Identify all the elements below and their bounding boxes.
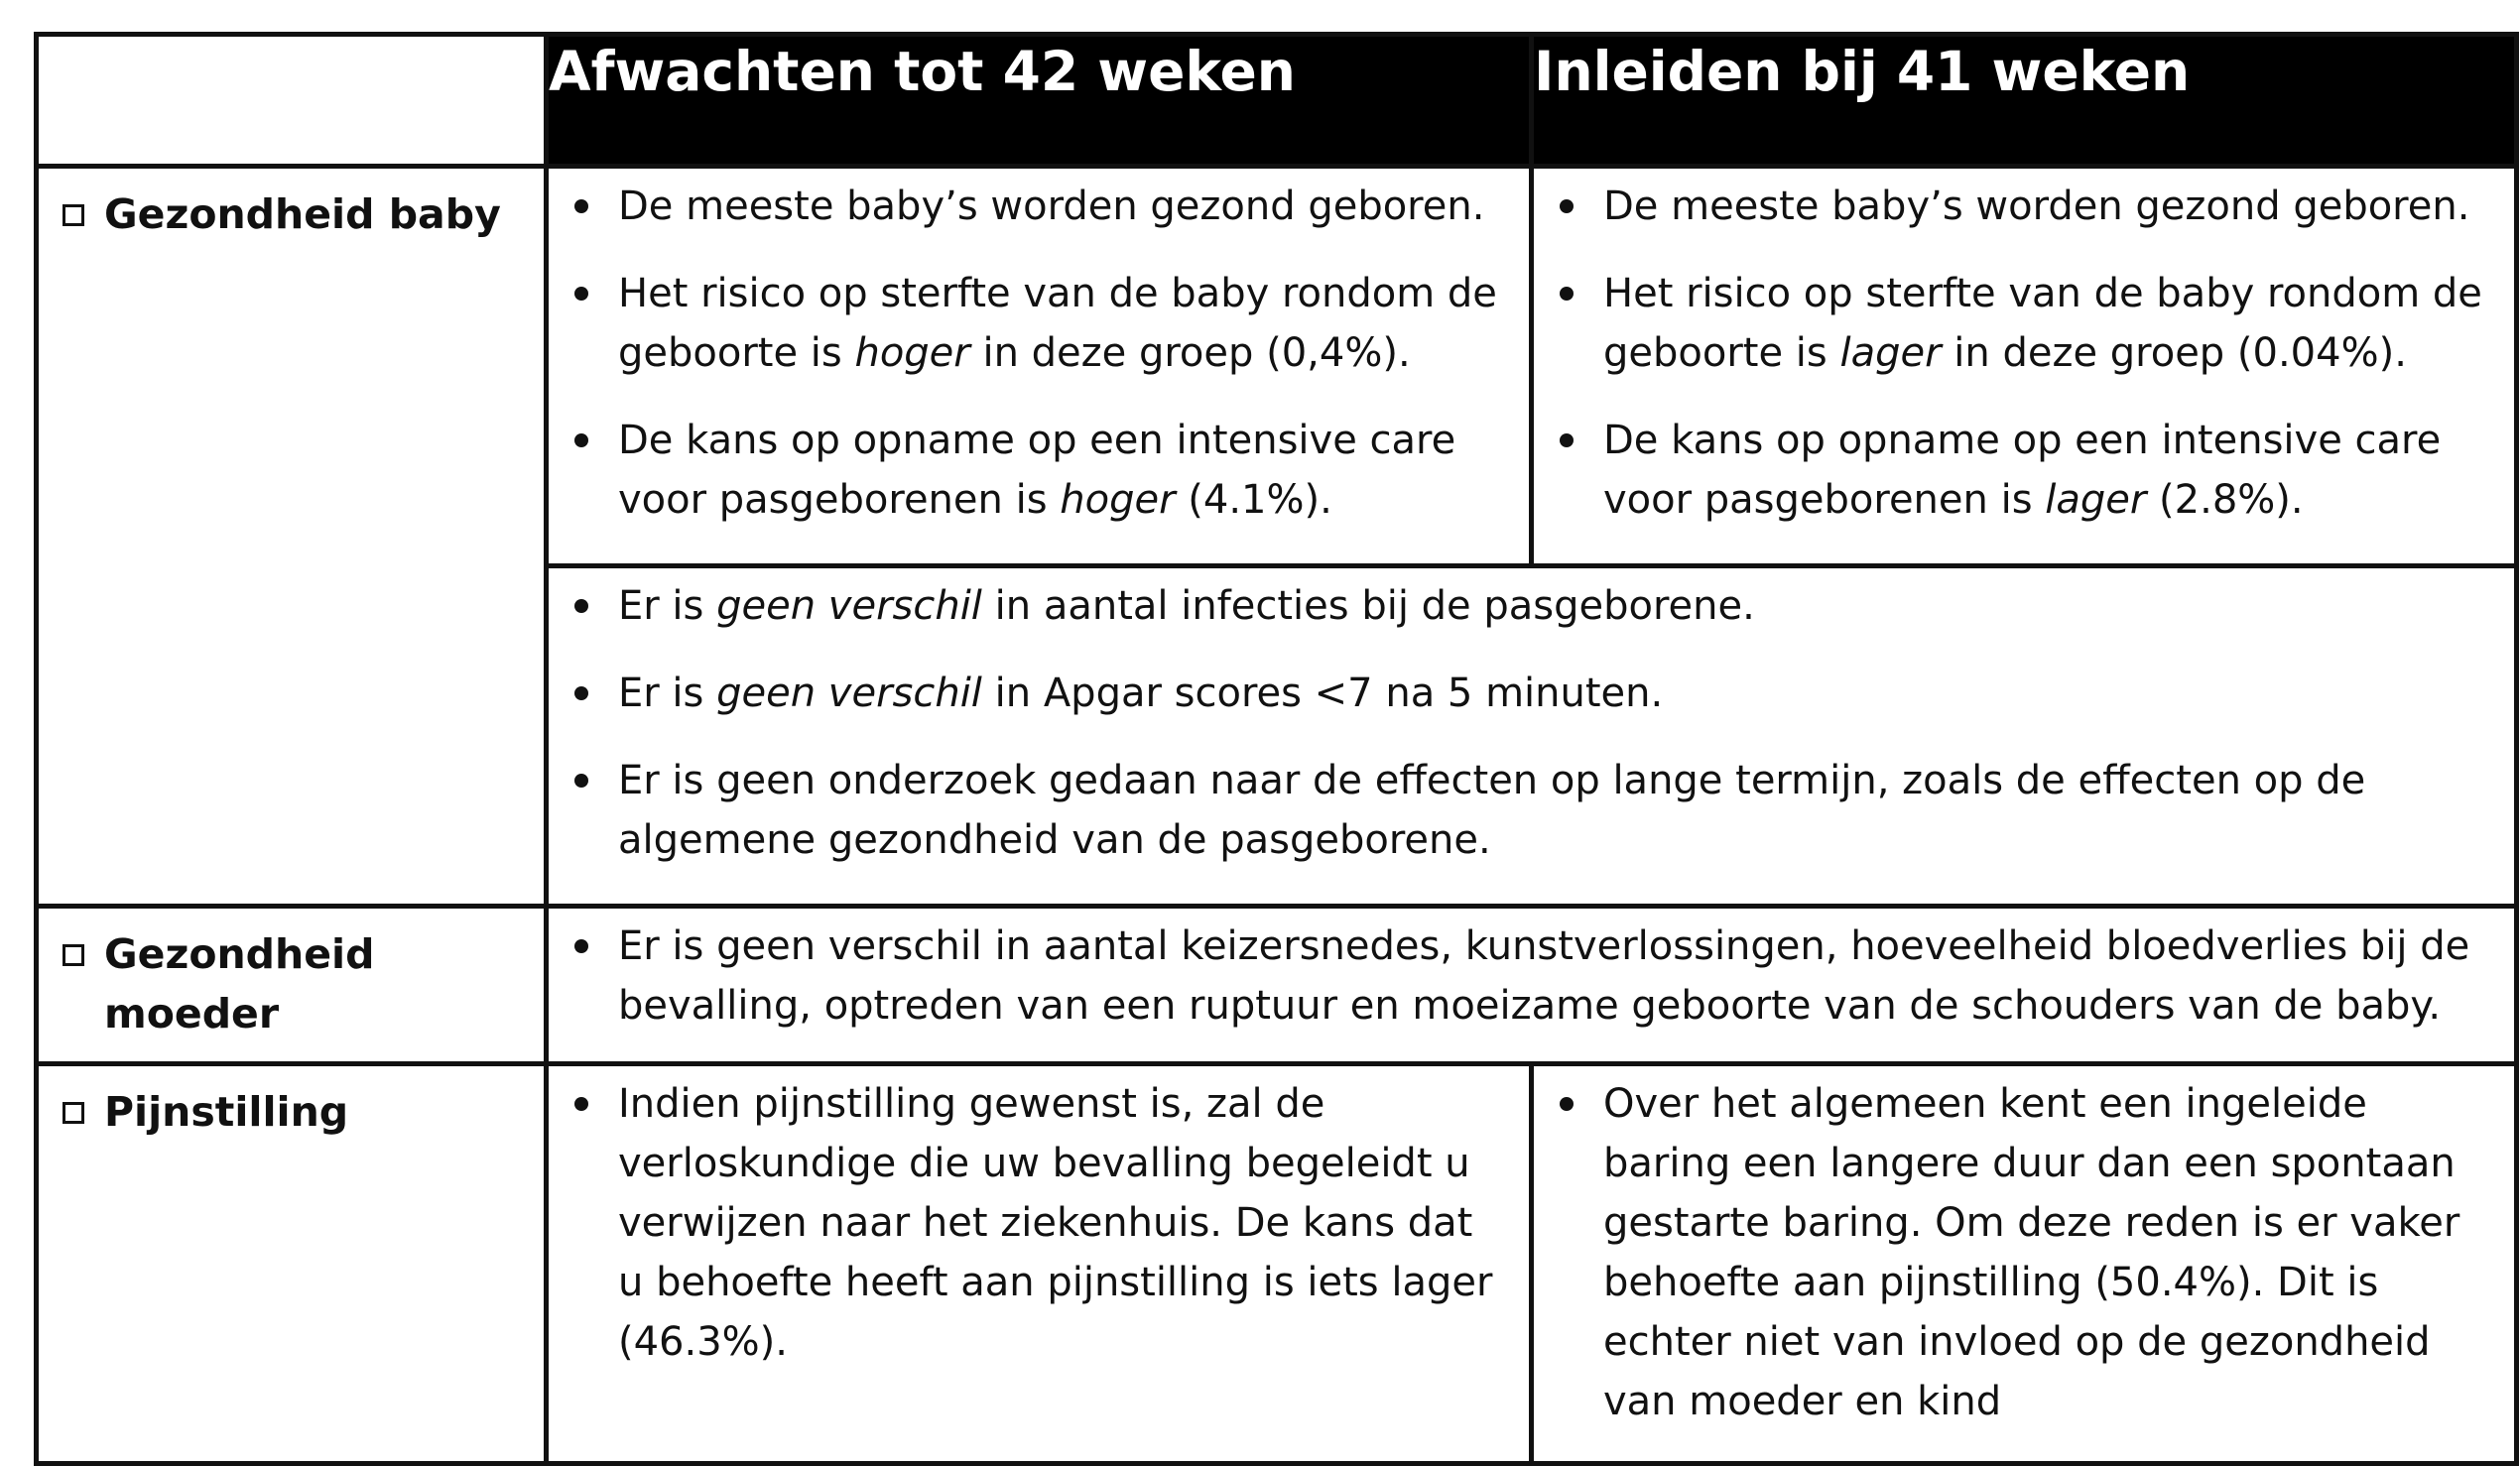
label-baby[interactable]	[63, 184, 544, 244]
bullet-text: Het risico op sterfte van de baby rondom de geboorte is	[1603, 271, 2482, 376]
bullet-text: in aantal infecties bij de pasgeborene.	[981, 583, 1755, 629]
bullet-text: in Apgar scores <7 na 5 minuten.	[981, 671, 1664, 716]
bullet-text: Het risico op sterfte van de baby rondom de geboorte is	[618, 271, 1497, 376]
list-item	[1554, 177, 2494, 236]
row-moeder	[37, 907, 2517, 1064]
bullet-text: Over het algemeen kent een ingeleide baring een langere duur dan een spontaan gestarte baring. Om deze reden is er vaker behoefte aan pijnstilling (50.4%). Dit is echter niet van invloed op de gezondheid van moeder en kind	[1603, 1081, 2460, 1424]
bullet-text: Er is	[618, 583, 717, 629]
label-pijnstilling-text: Pijnstilling	[104, 1088, 349, 1136]
bullet-text: Er is	[618, 671, 717, 716]
bullet-icon	[574, 199, 588, 213]
cell-baby-inleiden	[1532, 167, 2517, 566]
label-cell-moeder	[37, 907, 547, 1064]
emphasis-text: geen verschil	[716, 583, 982, 629]
emphasis-text: lager	[2045, 477, 2147, 523]
label-cell-baby	[37, 167, 547, 907]
checkbox-icon[interactable]	[63, 944, 84, 966]
bullet-icon	[1560, 287, 1574, 301]
bullet-text: De meeste baby’s worden gezond geboren.	[618, 183, 1485, 229]
cell-baby-afwachten	[547, 167, 1532, 566]
bullet-icon	[574, 1097, 588, 1111]
cell-pijnstilling-inleiden	[1532, 1064, 2517, 1464]
list-item	[568, 576, 2494, 636]
bullet-text: (2.8%).	[2146, 477, 2304, 523]
row-baby-columns	[37, 167, 2517, 566]
bullet-icon	[574, 774, 588, 788]
emphasis-text: hoger	[854, 330, 970, 376]
label-baby-text: Gezondheid baby	[104, 190, 501, 238]
checkbox-icon[interactable]	[63, 204, 84, 226]
bullet-icon	[574, 599, 588, 613]
bullet-text: Er is geen onderzoek gedaan naar de effecten op lange termijn, zoals de effecten op de algemene gezondheid van de pasgeborene.	[618, 758, 2366, 863]
row-pijnstilling	[37, 1064, 2517, 1464]
header-row	[37, 35, 2517, 167]
bullet-text: De meeste baby’s worden gezond geboren.	[1603, 183, 2470, 229]
bullet-icon	[574, 686, 588, 700]
cell-moeder-shared	[547, 907, 2517, 1064]
header-inleiden: Inleiden bij 41 weken	[1532, 35, 2517, 167]
list-item	[568, 264, 1509, 383]
bullet-icon	[574, 287, 588, 301]
list-item	[1554, 264, 2494, 383]
cell-baby-shared	[547, 566, 2517, 907]
label-pijnstilling[interactable]	[63, 1082, 544, 1142]
bullet-text: Indien pijnstilling gewenst is, zal de verloskundige die uw bevalling begeleidt u verwijzen naar het ziekenhuis. De kans dat u behoefte heeft aan pijnstilling is iets lager (46.3%).	[618, 1081, 1493, 1365]
bullet-icon	[1560, 199, 1574, 213]
header-empty-cell	[37, 35, 547, 167]
document-page	[34, 32, 2514, 1466]
bullet-icon	[574, 939, 588, 953]
list-item	[568, 664, 2494, 723]
label-cell-pijnstilling	[37, 1064, 547, 1464]
emphasis-text: hoger	[1060, 477, 1176, 523]
cell-pijnstilling-afwachten	[547, 1064, 1532, 1464]
bullet-text: De kans op opname op een intensive care voor pasgeborenen is	[1603, 418, 2442, 523]
checkbox-icon[interactable]	[63, 1102, 84, 1124]
bullet-icon	[574, 433, 588, 447]
list-item	[568, 411, 1509, 530]
label-moeder-text: Gezondheid moeder	[104, 930, 375, 1038]
list-item	[568, 177, 1509, 236]
list-item	[568, 916, 2494, 1036]
list-item	[1554, 1074, 2494, 1431]
list-item	[568, 1074, 1509, 1372]
bullet-text: in deze groep (0,4%).	[969, 330, 1411, 376]
bullet-text: (4.1%).	[1175, 477, 1332, 523]
list-item	[1554, 411, 2494, 530]
comparison-table	[34, 32, 2519, 1466]
emphasis-text: geen verschil	[716, 671, 982, 716]
header-afwachten: Afwachten tot 42 weken	[547, 35, 1532, 167]
bullet-icon	[1560, 433, 1574, 447]
bullet-text: De kans op opname op een intensive care voor pasgeborenen is	[618, 418, 1456, 523]
bullet-text: in deze groep (0.04%).	[1941, 330, 2407, 376]
emphasis-text: lager	[1839, 330, 1942, 376]
label-moeder[interactable]	[63, 924, 544, 1043]
bullet-text: Er is geen verschil in aantal keizersnedes, kunstverlossingen, hoeveelheid bloedverlies bij de bevalling, optreden van een ruptuur en moeizame geboorte van de schouders van de baby.	[618, 923, 2470, 1029]
list-item	[568, 751, 2494, 870]
bullet-icon	[1560, 1097, 1574, 1111]
